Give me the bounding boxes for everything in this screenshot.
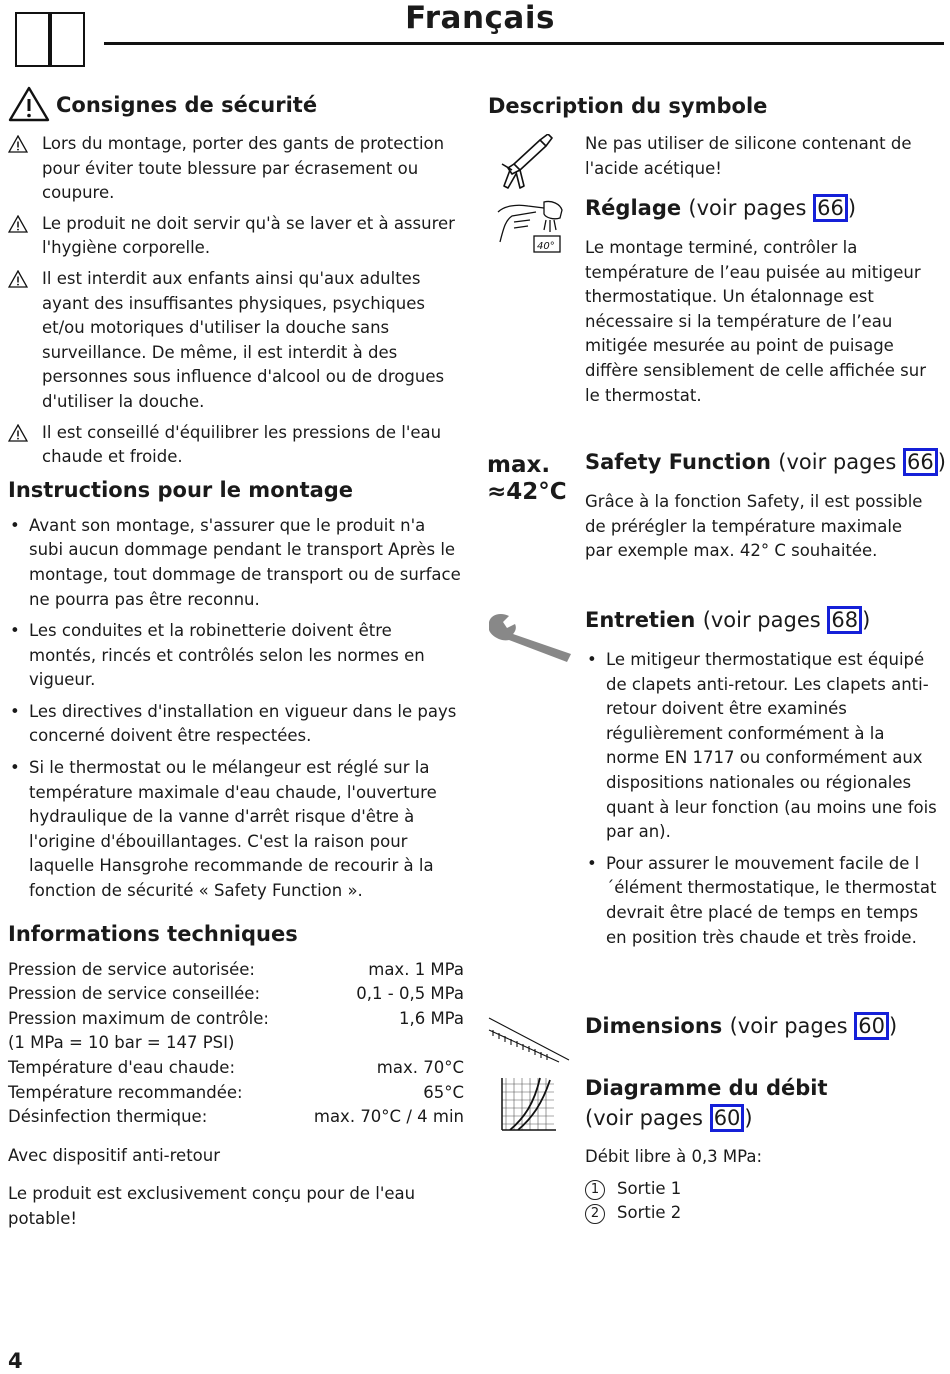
safety-function-text: Grâce à la fonction Safety, il est possible de prérégler la température maximale par exemple max. 42° C souhaitée. xyxy=(585,492,923,561)
dimensions-title: Dimensions xyxy=(585,1014,723,1038)
flow-diagram-icon xyxy=(500,1074,558,1138)
max-temperature-icon: max. ≈42°C xyxy=(487,452,567,505)
safety-item: Lors du montage, porter des gants de protection pour éviter toute blessure par écrasement ou coupure. xyxy=(8,132,464,206)
page-title: Français xyxy=(405,0,555,36)
table-row: Pression maximum de contrôle: 1,6 MPa xyxy=(8,1008,464,1028)
safety-item: Il est interdit aux enfants ainsi qu'aux adultes ayant des insuffisantes physiques, psychiques et/ou motoriques d'utiliser la douche sans surveillance. De même, il est interdit à des personnes sous influence d'alcool ou de drogues d'utiliser la douche. xyxy=(8,267,464,415)
left-column xyxy=(8,86,464,1232)
debit-title: Diagramme du débit xyxy=(585,1076,828,1100)
warning-icon xyxy=(8,270,28,288)
outlet-number: 1 xyxy=(585,1180,605,1200)
dimensions-icon xyxy=(487,1014,571,1068)
warning-icon xyxy=(8,215,28,233)
page-link[interactable]: 68 xyxy=(827,606,862,634)
safety-function-heading: Safety Function (voir pages 66 ) xyxy=(585,450,946,474)
safety-item: Le produit ne doit servir qu'à se laver et à assurer l'hygiène corporelle. xyxy=(8,212,464,261)
list-item: • Le mitigeur thermostatique est équipé de clapets anti-retour. Les clapets anti-retour doivent être examinés régulièrement conformément à la norme EN 1717 ou conformément aux dispositions nationales ou régionales quant à leur fonction (au moins une fois par an). xyxy=(585,648,940,845)
safety-item: Il est conseillé d'équilibrer les pressions de l'eau chaude et froide. xyxy=(8,421,464,470)
outlet-number: 2 xyxy=(585,1204,605,1224)
anti-return-note: Avec dispositif anti-retour xyxy=(8,1145,221,1165)
installation-section xyxy=(8,476,464,904)
symbol-title: Description du symbole xyxy=(488,94,768,118)
dimensions-heading: Dimensions (voir pages 60 ) xyxy=(585,1014,898,1038)
table-row: Désinfection thermique: max. 70°C / 4 min xyxy=(8,1107,464,1127)
technical-title: Informations techniques xyxy=(8,921,298,946)
warning-icon xyxy=(8,135,28,153)
technical-table xyxy=(8,958,464,1130)
entretien-heading: Entretien (voir pages 68 ) xyxy=(585,608,871,632)
wrench-icon xyxy=(487,610,573,666)
silicone-gun-icon xyxy=(498,134,558,196)
warning-icon xyxy=(8,86,50,122)
outlet-item: 1 Sortie 1 xyxy=(585,1177,915,1202)
list-item: • Les directives d'installation en vigueur dans le pays concerné doivent être respectées. xyxy=(8,700,464,749)
page-link[interactable]: 66 xyxy=(813,194,848,222)
warning-icon xyxy=(8,424,28,442)
hand-thermostat-icon xyxy=(494,196,566,260)
entretien-list xyxy=(585,648,940,957)
debit-heading: Diagramme du débit (voir pages 60 ) xyxy=(585,1074,915,1132)
safety-heading xyxy=(8,86,464,124)
list-item: • Si le thermostat ou le mélangeur est réglé sur la température maximale d'eau chaude, l'ouverture hydraulique de la vanne d'arrêt risque d'être à l'origine d'ébouillantages. C'est la raison pour laquelle Hansgrohe recommande de recourir à la fonction de sécurité « Safety Function ». xyxy=(8,756,464,904)
debit-subtitle: Débit libre à 0,3 MPa: xyxy=(585,1147,763,1166)
installation-title: Instructions pour le montage xyxy=(8,477,354,502)
page-link[interactable]: 60 xyxy=(854,1012,889,1040)
table-row: (1 MPa = 10 bar = 147 PSI) xyxy=(8,1033,235,1053)
book-icon xyxy=(14,11,86,69)
debit-info xyxy=(585,1145,915,1226)
entretien-title: Entretien xyxy=(585,608,696,632)
reglage-title: Réglage xyxy=(585,196,682,220)
safety-section xyxy=(8,86,464,470)
safety-title: Consignes de sécurité xyxy=(56,93,318,117)
reglage-text: Le montage terminé, contrôler la température de l’eau puisée au mitigeur thermostatique. Un étalonnage est nécessaire si la température de l’eau mitigée mesurée au point de puisage diffère sensiblement de celle affichée sur le thermostat. xyxy=(585,238,927,405)
table-row: Température recommandée: 65°C xyxy=(8,1082,464,1102)
outlet-item: 2 Sortie 2 xyxy=(585,1201,915,1226)
table-row: Pression de service autorisée: max. 1 MPa xyxy=(8,959,464,979)
thermometer-reading: 40° xyxy=(537,241,555,252)
installation-list xyxy=(8,514,464,904)
list-item: • Avant son montage, s'assurer que le produit n'a subi aucun dommage pendant le transport Après le montage, tout dommage de transport ou de surface ne pourra pas être reconnu. xyxy=(8,514,464,612)
page-link[interactable]: 66 xyxy=(903,448,938,476)
page-number: 4 xyxy=(8,1349,23,1373)
table-row: Température d'eau chaude: max. 70°C xyxy=(8,1058,464,1077)
page-link[interactable]: 60 xyxy=(710,1104,745,1132)
safety-list xyxy=(8,132,464,470)
reglage-heading: Réglage (voir pages 66 ) xyxy=(585,196,857,220)
technical-section xyxy=(8,920,464,1232)
table-row: Pression de service conseillée: 0,1 - 0,5 MPa xyxy=(8,984,464,1004)
safety-function-title: Safety Function xyxy=(585,450,771,474)
potable-water-note: Le produit est exclusivement conçu pour de l'eau potable! xyxy=(8,1184,416,1228)
title-rule xyxy=(104,42,944,45)
list-item: • Pour assurer le mouvement facile de l´élément thermostatique, le thermostat devrait être placé de temps en temps en position très chaude et très froide. xyxy=(585,852,940,950)
silicone-text: Ne pas utiliser de silicone contenant de l'acide acétique! xyxy=(585,134,912,178)
list-item: • Les conduites et la robinetterie doivent être montés, rincés et contrôlés selon les normes en vigueur. xyxy=(8,619,464,693)
